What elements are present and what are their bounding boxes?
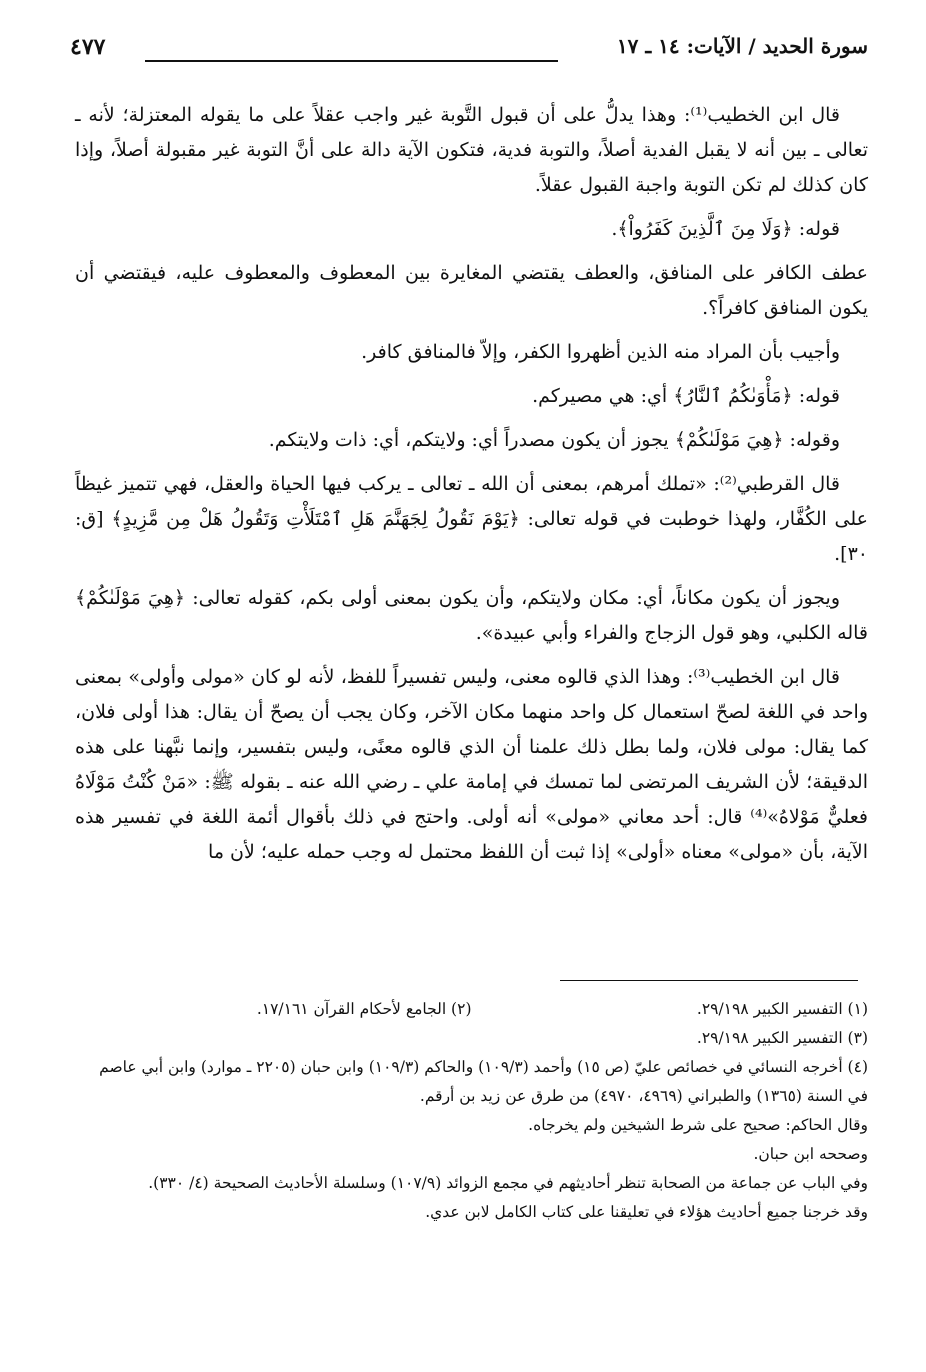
footnote-row	[75, 995, 868, 1024]
footnotes	[75, 995, 868, 1227]
main-text	[75, 98, 868, 879]
footnote-separator	[560, 980, 858, 981]
footnote-4: (٤) أخرجه النسائي في خصائص عليّ (ص ١٥) وأحمد (١٠٩/٣) والحاكم (١٠٩/٣) وابن حبان (٢٢٠٥ ـ موارد) وابن أبي عاصم في السنة (١٣٦٥) والطبراني (٤٩٦٩، ٤٩٧٠) من طرق عن زيد بن أرقم.	[99, 1058, 868, 1105]
footnote-4-note: وقد خرجنا جميع أحاديث هؤلاء في تعليقنا على كتاب الكامل لابن عدي.	[425, 1203, 868, 1221]
paragraph: قال ابن الخطيب⁽³⁾: وهذا الذي قالوه معنى، وليس تفسيراً للفظ، لأنه لو كان «مولى وأولى» بمعنى واحد في اللغة لصحّ استعمال كل واحد منهما مكان الآخر، وكان يجب أن يصحّ أن يقال: هذا أولى فلان، كما يقال: مولى فلان، ولما بطل ذلك علمنا أن الذي قالوه معنًى، وليس بتفسير، وإنما نبَّهنا على هذه الدقيقة؛ لأن الشريف المرتضى لما تمسك في إمامة علي ـ رضي الله عنه ـ بقوله ﷺ: «مَنْ كُنْتُ مَوْلَاهُ فعليٌّ مَوْلاهُ»⁽⁴⁾ قال: أحد معاني «مولى» أنه أولى. واحتج في ذلك بأقوال أئمة اللغة في تفسير هذه الآية، بأن «مولى» معناه «أولى» إذا ثبت أن اللفظ محتمل له وجب حمله عليه؛ لأن ما	[75, 666, 868, 863]
footnote-2: (٢) الجامع لأحكام القرآن ١٧/١٦١.	[256, 1000, 472, 1018]
paragraph: وقوله: ﴿هِيَ مَوْلَىٰكُمْ﴾ يجوز أن يكون مصدراً أي: ولايتكم، أي: ذات ولايتكم.	[268, 429, 840, 451]
footnote-4-ibn-hibban: وصححه ابن حبان.	[753, 1145, 868, 1163]
footnote-4-hakim: وقال الحاكم: صحيح على شرط الشيخين ولم يخرجاه.	[528, 1116, 868, 1134]
paragraph: قال ابن الخطيب⁽¹⁾: وهذا يدلُّ على أن قبول التَّوبة غير واجب عقلاً على ما يقوله المعتزلة؛ لأنه ـ تعالى ـ بين أنه لا يقبل الفدية أصلاً، والتوبة فدية، فتكون الآية دالة على أنَّ التوبة غير مقبولة أصلاً، وإذا كان كذلك لم تكن التوبة واجبة القبول عقلاً.	[75, 104, 868, 196]
footnote-3: (٣) التفسير الكبير ٢٩/١٩٨.	[696, 1029, 868, 1047]
footnote-4-references: وفي الباب عن جماعة من الصحابة تنظر أحاديثهم في مجمع الزوائد (١٠٧/٩) وسلسلة الأحاديث الصحيحة (٤/ ٣٣٠).	[148, 1174, 868, 1192]
running-header	[70, 30, 868, 68]
surah-title: سورة الحديد / الآيات: ١٤ ـ ١٧	[616, 34, 868, 58]
paragraph: قال القرطبي⁽²⁾: «تملك أمرهم، بمعنى أن الله ـ تعالى ـ يركب فيها الحياة والعقل، فهي تتميز غيظاً على الكُفَّار، ولهذا خوطبت في قوله تعالى: ﴿يَوْمَ نَقُولُ لِجَهَنَّمَ هَلِ ٱمْتَلَأْتِ وَتَقُولُ هَلْ مِن مَّزِيدٍ﴾ [ق: ٣٠].	[75, 473, 868, 565]
paragraph: ويجوز أن يكون مكاناً، أي: مكان ولايتكم، وأن يكون بمعنى أولى بكم، كقوله تعالى: ﴿هِيَ مَوْلَىٰكُمْ﴾ قاله الكلبي، وهو قول الزجاج والفراء وأبي عبيدة».	[75, 587, 868, 644]
paragraph: وأجيب بأن المراد منه الذين أظهروا الكفر، وإلاّ فالمنافق كافر.	[361, 341, 840, 363]
paragraph: عطف الكافر على المنافق، والعطف يقتضي المغايرة بين المعطوف والمعطوف عليه، فيقتضي أن يكون المنافق كافراً؟.	[75, 262, 868, 319]
paragraph: قوله: ﴿مَأْوَىٰكُمُ ٱلنَّارُ﴾ أي: هي مصيركم.	[532, 385, 840, 407]
paragraph: قوله: ﴿وَلَا مِنَ ٱلَّذِينَ كَفَرُواْ﴾.	[611, 218, 840, 240]
header-rule	[145, 60, 558, 62]
footnote-1: (١) التفسير الكبير ٢٩/١٩٨.	[696, 1000, 868, 1018]
page-number: ٤٧٧	[70, 34, 106, 60]
